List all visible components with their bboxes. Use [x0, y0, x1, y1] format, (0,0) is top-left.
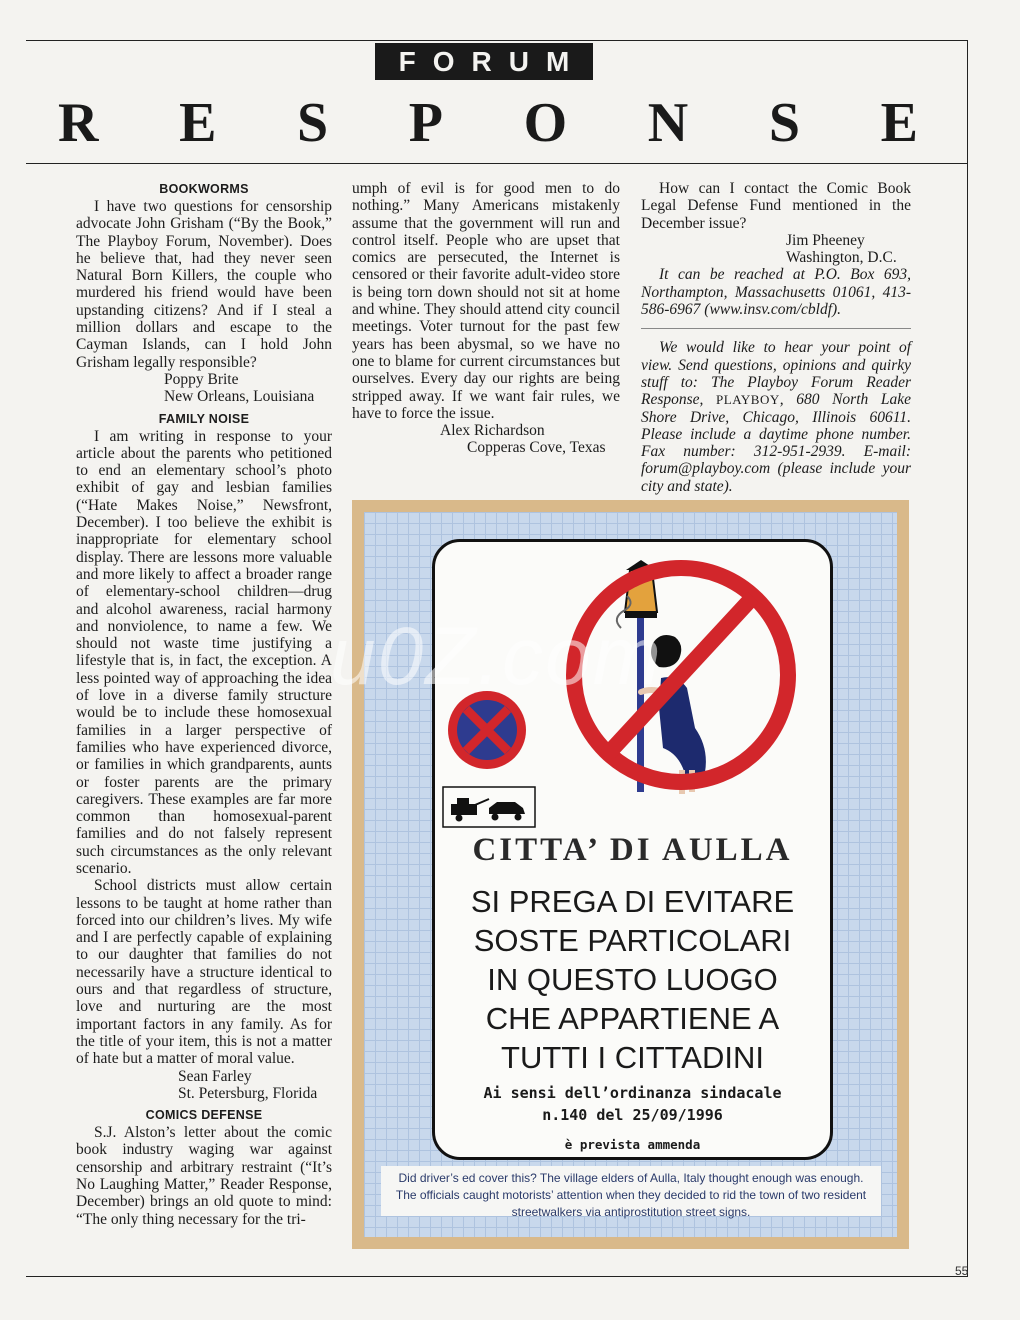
title-letter: E — [880, 92, 918, 154]
contact-text-after: , 680 North Lake Shore Drive, Chicago, Illinois 60611. Please include a daytime phone number. Fax number: 312-951-2939. E-mail: forum@playboy.com (please include your city and state). — [641, 391, 911, 495]
magazine-name: PLAYBOY — [716, 392, 780, 408]
sign-city-name: CITTA’ DI AULLA — [472, 832, 793, 868]
letter-body-family-noise: I am writing in response to your article about the parents who petitioned to end an elementary school’s photo exhibit of gay and lesbian families (“Hate Makes Noise,” Newsfront, December). I too believe the exhibit is inappropriate for elementary school display. There are lessons more valuable and more likely to affect a broader range of elementary-school children—drug and alcohol awareness, racial harmony and nonviolence, to name a few. We should not waste time justifying a lifestyle that is, in fact, the exception. A less pointed way of approaching the idea of love in a diverse family structure would be to include these homosexual families in a larger perspective of families who have experienced divorce, or families in which grandparents, aunts or foster parents are the primary caregivers. These examples are far more common than homosexual-parent families and do not falsely represent such circumstances as the only relevant scenario. — [76, 427, 332, 877]
street-sign — [432, 539, 833, 1160]
contact-text-before: We would like to hear your point of view. Send questions, opinions and quirky stuff to: The Playboy Forum Reader Response, — [641, 339, 911, 409]
column-3 — [641, 180, 911, 495]
signature-name: Poppy Brite — [164, 370, 239, 388]
page-frame-bottom-rule — [26, 1276, 968, 1277]
response-title — [58, 88, 918, 158]
sign-message — [435, 882, 830, 1077]
sign-ordinance-line: Ai sensi dell’ordinanza sindacale — [483, 1084, 782, 1102]
sign-ordinance — [435, 1082, 830, 1126]
column-2 — [352, 180, 620, 457]
signature-place: New Orleans, Louisiana — [164, 388, 315, 406]
forum-label-text: FORUM — [398, 45, 587, 77]
sign-line: TUTTI I CITTADINI — [501, 1040, 764, 1075]
page-frame-right-rule — [967, 40, 968, 1277]
letter-heading-bookworms: BOOKWORMS — [159, 182, 249, 196]
letter-heading-family-noise: FAMILY NOISE — [158, 411, 250, 426]
sign-line: SOSTE PARTICOLARI — [473, 923, 792, 958]
signature-name: Sean Farley — [178, 1067, 252, 1085]
tow-truck-icon — [443, 787, 535, 827]
signature-place: Washington, D.C. — [786, 249, 897, 267]
letter-body-comic-fund: How can I contact the Comic Book Legal Defense Fund mentioned in the December issue? — [641, 180, 911, 232]
letter-heading-comics-defense: COMICS DEFENSE — [145, 1108, 263, 1123]
title-letter: E — [179, 92, 217, 154]
sign-photo — [352, 500, 909, 1249]
sign-ordinance-line: n.140 del 25/09/1996 — [542, 1106, 723, 1124]
contact-box — [641, 339, 911, 495]
photo-caption: Did driver’s ed cover this? The village elders of Aulla, Italy thought enough was enough. The officials caught motorists’ attention when they decided to rid the town of two resident streetwalkers via antiprostitution street signs. — [381, 1166, 881, 1216]
header-bottom-rule — [26, 163, 968, 164]
letter-body-comics-defense-continued: umph of evil is for good men to do nothing.” Many Americans mistakenly assume that the government will run and control itself. People who are upset that comics are persecuted, the Internet is censored or their favorite adult-video store is being torn down should not sit at home and whine. They should attend city council meetings. Voter turnout for the past few years has been abysmal, so we have no one to blame for current circumstances but ourselves. Every day our rights are being stripped away. If we want fair rules, we have to force the issue. — [352, 180, 620, 422]
signature-place: Copperas Cove, Texas — [467, 439, 606, 457]
title-letter: P — [408, 92, 444, 154]
signature-place: St. Petersburg, Florida — [178, 1084, 318, 1102]
letter-body-family-noise-2: School districts must allow certain lessons to be taught at home rather than forced into our children’s lives. My wife and I are perfectly capable of explaining to our daughter that families do not necessarily have a structure identical to ours and that regardless of structure, love and nurturing are the most important factors in any family. As for the title of your item, this is not a matter of hate but a matter of moral value. — [76, 877, 332, 1068]
tiled-wall — [364, 512, 897, 1237]
forum-section-label — [375, 43, 593, 80]
page-frame-top-rule — [26, 40, 968, 41]
signature-name: Alex Richardson — [440, 422, 545, 440]
letter-body-bookworms: I have two questions for censorship advocate John Grisham (“By the Book,” The Playboy Forum, November). Does he believe that, had they never seen Natural Born Killers, the couple who murdered his friend would have been upstanding citizens? And if I steal a million dollars and escape to the Cayman Islands, can I hold John Grisham legally responsible? — [76, 198, 332, 371]
sign-fine-notice: è prevista ammenda — [564, 1137, 701, 1152]
letter-body-comics-defense: S.J. Alston’s letter about the comic book industry waging war against censorship and arbitrary restraint (“It’s No Laughing Matter,” Reader Response, December) brings an old quote to mind: “The only thing necessary for the tri- — [76, 1124, 332, 1228]
title-letter: S — [768, 92, 801, 154]
contact-divider — [641, 328, 911, 329]
title-letter: S — [297, 92, 329, 154]
title-letter: N — [647, 92, 689, 154]
signature-name: Jim Pheeney — [786, 231, 865, 249]
editor-reply: It can be reached at P.O. Box 693, Northampton, Massachusetts 01061, 413-586-6967 (www.insv.com/cbldf). — [641, 266, 911, 319]
sign-line: CHE APPARTIENE A — [485, 1001, 780, 1036]
column-1 — [76, 180, 332, 1228]
sign-line: SI PREGA DI EVITARE — [470, 884, 795, 919]
title-letter: R — [58, 92, 99, 154]
prohibition-sign-icon — [567, 560, 795, 794]
watermark: u0Z.com — [330, 611, 663, 702]
title-letter: O — [523, 92, 568, 154]
sign-line: IN QUESTO LUOGO — [487, 962, 778, 997]
no-parking-icon — [448, 691, 526, 769]
page-number: 55 — [955, 1264, 969, 1278]
